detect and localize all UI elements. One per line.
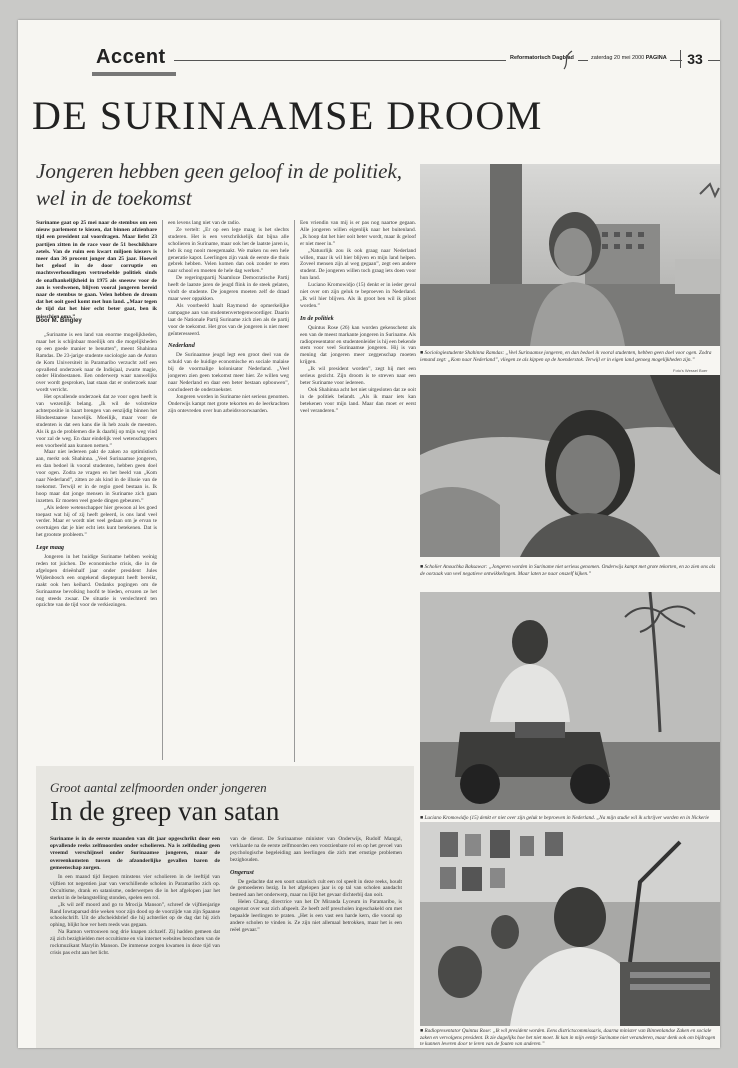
paragraph: Jongeren worden in Suriname niet serieus genomen. Onderwijs kampt met grote tekorten en de leerkrachten zijn ontevreden over hun arbeidsvoorwaarden. xyxy=(168,393,289,414)
page-header xyxy=(18,46,720,76)
paragraph: „Als iedere wetenschapper hier gewoon al les goed toepast wat hij of zij heeft geleerd, is ons land veel verder. Maar er wordt niet veel gedaan om je ervan te overtuigen dat je hier echt iets kunt betekenen. Dat is het grootste probleem.” xyxy=(36,504,157,539)
paragraph: Als voorbeeld haalt Raymond de opmerkelijke campagne aan van studentenvertegenwoordiger. Daarin laat de Nationale Partij Suriname zich zien als de partij voor de toekomst. Het gros van de jongeren is niet meer geïnteresseerd. xyxy=(168,302,289,337)
bullet-icon: ■ xyxy=(420,1028,425,1034)
date-text: zaterdag 20 mei 2000 xyxy=(591,55,645,61)
section-name: Accent xyxy=(88,46,174,69)
bullet-icon: ■ xyxy=(420,815,425,821)
caption-text: Luciano Kromowidjo (15) denkt er niet over zijn geluk te beproeven in Nederland. „Na mijn studie wil ik schrijver worden en in Nickerie xyxy=(424,815,709,821)
subheading: In de politiek xyxy=(300,314,334,322)
page-label: PAGINA xyxy=(645,55,667,61)
sidebar-article xyxy=(36,766,414,1048)
paragraph: Maar niet iedereen pakt de zaken zo optimistisch aan, merkt ook Shahinna. „Veel Surinaamse jongeren, en dan bedoel ik vooral studenten, hebben geen doel voor ogen. Zodra ze vragen en het beeld van „Kom naar Nederland”, zitten ze als kind in de illusie van de toekomst. Terwijl er in de regio goed bestaan is. Ik hoop maar dat jonge mensen in Suriname zich gaan inzetten. Er moeten veel goede dingen gebeuren.” xyxy=(36,449,157,504)
bullet-icon: ■ xyxy=(420,564,425,570)
paragraph: „Ik wil zelf moord and go to Mrocija Manson”, schreef de vijftienjarige Rand Iowtaparsad drie weken voor zijn dood op de voorzijde van zijn Spaanse schoolschrift. Uit de afscheidsbrief die hij achterliet op de dag dat hij zich ophing, blijkt hoe ver hem reeds was gegaan. xyxy=(50,901,220,929)
paragraph: een levens lang niet van de radio. xyxy=(168,220,240,226)
paragraph: „Suriname is een land van enorme mogelijkheden, maar het is schijnbaar moeilijk om die mogelijkheden op een goede manier te benutten”, meent Shahinna Ramdas. De 23-jarige studente sociologie aan de Anton de Kom Universiteit in Paramaribo verzucht zelf een opvallend onderzoek naar de Indisjaal, zwarte magie, onder Hindoestanen. Een onderwerp waar nauwelijks over wordt gesproken, laat staan dat er onderzoek naar wordt verricht. xyxy=(36,332,157,394)
subheading: Lege maag xyxy=(36,544,65,552)
photo-caption xyxy=(420,350,720,363)
paragraph: „Ik wil president worden”, zegt hij met een serieus gezicht. Zijn droom is te streven naar een beter Suriname voor iedereen. xyxy=(300,366,416,386)
paragraph: Helen Chang, directrice van het Dr Miranda Lyceum in Paramaribo, is ongerust over wat zich afspeelt. Ze heeft zelf prescholen ingeschakeld om met bepaalde leerlingen te praten. „Het is een vast een harde kern, die vooral op andere scholen te vinden is. Ze zijn niet allemaal betrokken, maar het is een reëel gevaar.” xyxy=(230,899,402,933)
paragraph: Een vriendin van mij is er pas nog naartoe gegaan. Alle jongeren willen eigenlijk naar het buitenland. „Ik hoop dat het hier ooit beter wordt, maar ik geloof er niet meer in.” xyxy=(300,220,416,247)
photo-luciano xyxy=(420,592,720,810)
photo-anouchka xyxy=(420,375,720,557)
sidebar-title: In de greep van satan xyxy=(50,796,280,826)
article-subtitle: Jongeren hebben geen geloof in de politiek, wel in de toekomst xyxy=(36,159,403,210)
swash-icon xyxy=(561,49,575,71)
column-1 xyxy=(36,332,157,762)
paragraph: De regeringspartij Naamloze Democratische Partij heeft de laatste jaren de jeugd flink in de steek gelaten, vindt de studente. De jongeren moeten zelf de draad maar weer oppakken. xyxy=(168,275,289,302)
photo-shahinna xyxy=(420,164,720,346)
photo-image xyxy=(420,822,720,1026)
paragraph: van de dienst. De Surinaamse minister van Onderwijs, Rudolf Mangal, verklaarde na de eerste zelfmoorden een voorzienbare rol en op het gevoel van psychologische begeleiding aan leerlingen die zich met ernstige problemen bezighouden. xyxy=(230,836,402,863)
column-rule xyxy=(294,220,295,762)
byline: Door M. Bingley xyxy=(36,318,82,324)
subheading: Nederland xyxy=(168,342,195,350)
paragraph: De gedachte dat een soort satanisch cult een rol speelt in deze reeks, houdt de gemoederen bezig. In het afgelopen jaar is op tal van scholen aandacht besteed aan het onderwerp, maar nu lijkt het gevaar dichterbij dan ooit. xyxy=(230,878,402,899)
photo-image xyxy=(420,592,720,810)
paragraph: Jongeren in het huidige Suriname hebben weinig reden tot juichen. De economische crisis, die in de afgelopen drieënhalf jaar onder president Jules Wijdenbosch een ongekend dieptepunt heeft bereikt, raakt ook hen keihard. Ondanks pogingen om de Surinaamse bevolking hoofd te bieden, ervaren ze het nog steeds zwaar. De situatie is verslechterd ten opzichte van de tijd voor de verkiezingen. xyxy=(36,554,157,609)
paragraph: Quintus Rose (26) kan worden gekenschetst als een van de meest markante jongeren in Suriname. Als radiopresentator en studentenleider is hij een bekende stem voor veel Surinaamse jongeren. Hij is van mening dat jongeren meer zeggenschap moeten krijgen. xyxy=(300,324,416,366)
paragraph: Ook Shahinna acht het niet uitgesloten dat ze ooit in de politiek belandt. „Als ik maar iets kan betekenen voor mijn land. Maar dan moet er eerst veel veranderen.” xyxy=(300,386,416,414)
paragraph: Luciano Kromowidjo (15) denkt er in ieder geval niet over om zijn geluk te beproeven in Nederland. „Ik wil hier blijven. Als ik groot ben wil ik piloot worden.” xyxy=(300,282,416,309)
column-3 xyxy=(300,220,416,765)
paragraph: De Surinaamse jeugd legt een groot deel van de schuld van de huidige economische en sociale malaise bij de voormalige kolonisator Nederland. „Veel jongeren zien geen toekomst meer hier. Ze willen weg naar Nederland en daar een beter bestaan opbouwen”, concludeert de onderzoekster. xyxy=(168,352,289,393)
sidebar-column-1 xyxy=(50,874,220,1044)
photo-credit: Foto's Wessel Boer xyxy=(673,368,708,373)
article-intro: Suriname gaat op 25 mei naar de stembus om een nieuw parlement te kiezen, dat binnen afzienbare tijd een president zal voordragen. Maar liefst 23 partijen zitten in de race voor de 51 beschikbare zetels. Van de ruim een kwart miljoen kiezers is meer dan 36 procent jonger dan 25 jaar. Hoewel het geloof in de door corruptie en machtsverhoudingen vertroebelde politiek sinds de onafhankelijkheid in 1975 als sneeuw voor de zon is verdwenen, blijven vooral jongeren bereid naar de stembus te gaan. Velen hebben de droom dat het ooit goed komt met hun land. „Maar tegen de tijd dat het hier echt beter gaat, ben ik misschien oma.” xyxy=(36,220,157,320)
sidebar-kicker: Groot aantal zelfmoorden onder jongeren xyxy=(50,780,267,795)
newspaper-name: Reformatorisch Dagblad xyxy=(506,55,578,61)
column-2 xyxy=(168,220,289,762)
newspaper-page xyxy=(18,20,720,1048)
bullet-icon: ■ xyxy=(420,350,425,356)
article-title: DE SURINAAMSE DROOM xyxy=(32,93,543,138)
sidebar-intro: Suriname is in de eerste maanden van dit jaar opgeschrikt door een opvallende reeks zelfmoorden onder scholieren. Na is zelfdoding geen vreemd verschijnsel onder Surinaamse jongeren, maar de overeenkomsten tussen de afzonderlijke gevallen baren de gemeenschap zorgen. xyxy=(50,836,220,871)
page-number: 33 xyxy=(682,47,708,71)
caption-text: Scholier Anouchka Baksawar: „Jongeren worden in Suriname niet serieus genomen. Onderwijs kampt met grote tekorten, en zo zien ons als de oorzaak van veel negatieve ontwikkelingen. Maar laten ze naar onszelf kijken.” xyxy=(420,564,716,577)
photo-image xyxy=(420,375,720,557)
caption-text: Radiopresentator Quintus Rose: „Ik wil president worden. Eens districtscommissaris, daarna minister van Binnenlandse Zaken en sociale zaken en vervolgens president. Ik zie dagelijks hoe het niet moet. Ik kan in mijn eentje Suriname niet veranderen, maar denk ook om bijdragen te kunnen leveren door te leren van de fouten van anderen.” xyxy=(420,1028,716,1048)
section-underline xyxy=(92,72,176,76)
paragraph: Ze vertelt: „Er op een lege maag is het slechts studeren. Het is een verschrikkelijk dat bijna alle scholieren in Suriname, maar ook het de laatste jaren is, heb ik nog nooit meegemaakt. We maken nu een hele generatie kapot. Leerlingen zijn vaak de eerste die thuis gebrek hebben. Velen komen dan ook zonder te eten naar school en moeten de hele dag werken.” xyxy=(168,226,289,275)
photo-quintus xyxy=(420,822,720,1026)
paragraph: Het opvallende onderzoek dat ze voor ogen heeft is van wezenlijk belang. „Ik wil de volstrekte achterpositie in kaart brengen van eenzijdig binnen het Hindoestaanse huwelijk. Moeilijk, maar voor de studenten is dat een kans die ik heb zoals de meesten. Als ik ga de problemen die ik daarbij op mijn weg vind voor zal de weg. En daar eindelijk veel wetenschappers een voorbeeld aan kunnen nemen.” xyxy=(36,394,157,449)
paragraph: In een maand tijd liequen minstens vier scholieren in de leeftijd van vijftien tot negentien jaar van verschillende scholen in Paramaribo zich op. Occultisme, drank en satanisme, onderwerpen die in het afgelopen jaar het sterkst in de belangstelling stonden, spelen een rol. xyxy=(50,874,220,901)
paragraph: „Natuurlijk zou ik ook graag naar Nederland willen, maar ik wil hier blijven en mijn land helpen. Zoveel mensen zijn al weg gegaan”, zegt een andere student. De jongeren willen toch graag iets doen voor hun land. xyxy=(300,247,416,282)
paragraph: Na Ramon vertrouwen nog drie knapen zichzelf. Zij hadden gemeen dat zij zich bezighielden met occultisme en via internet websites bezochten van de rockmuzikant Marylin Manson. De immense zorgen kwamen in deze tijd van crisis pas echt aan het licht. xyxy=(50,929,220,956)
subheading: Ongerust xyxy=(230,868,254,876)
column-rule xyxy=(162,220,163,760)
sidebar-column-2 xyxy=(230,836,402,1044)
caption-text: Sociologiestudente Shahinna Ramdas: „Veel Surinaamse jongeren, en dan bedoel ik vooral studenten, hebben geen doel voor ogen. Zodra iemand zegt: „Kom naar Nederland”, vliegen ze als kippen op de hoenderstok. Terwijl er in eigen land genoeg mogelijkheden zijn.” xyxy=(420,350,712,363)
issue-date xyxy=(588,55,670,61)
photo-caption xyxy=(420,1028,720,1048)
photo-caption xyxy=(420,564,720,577)
photo-image xyxy=(420,164,720,346)
